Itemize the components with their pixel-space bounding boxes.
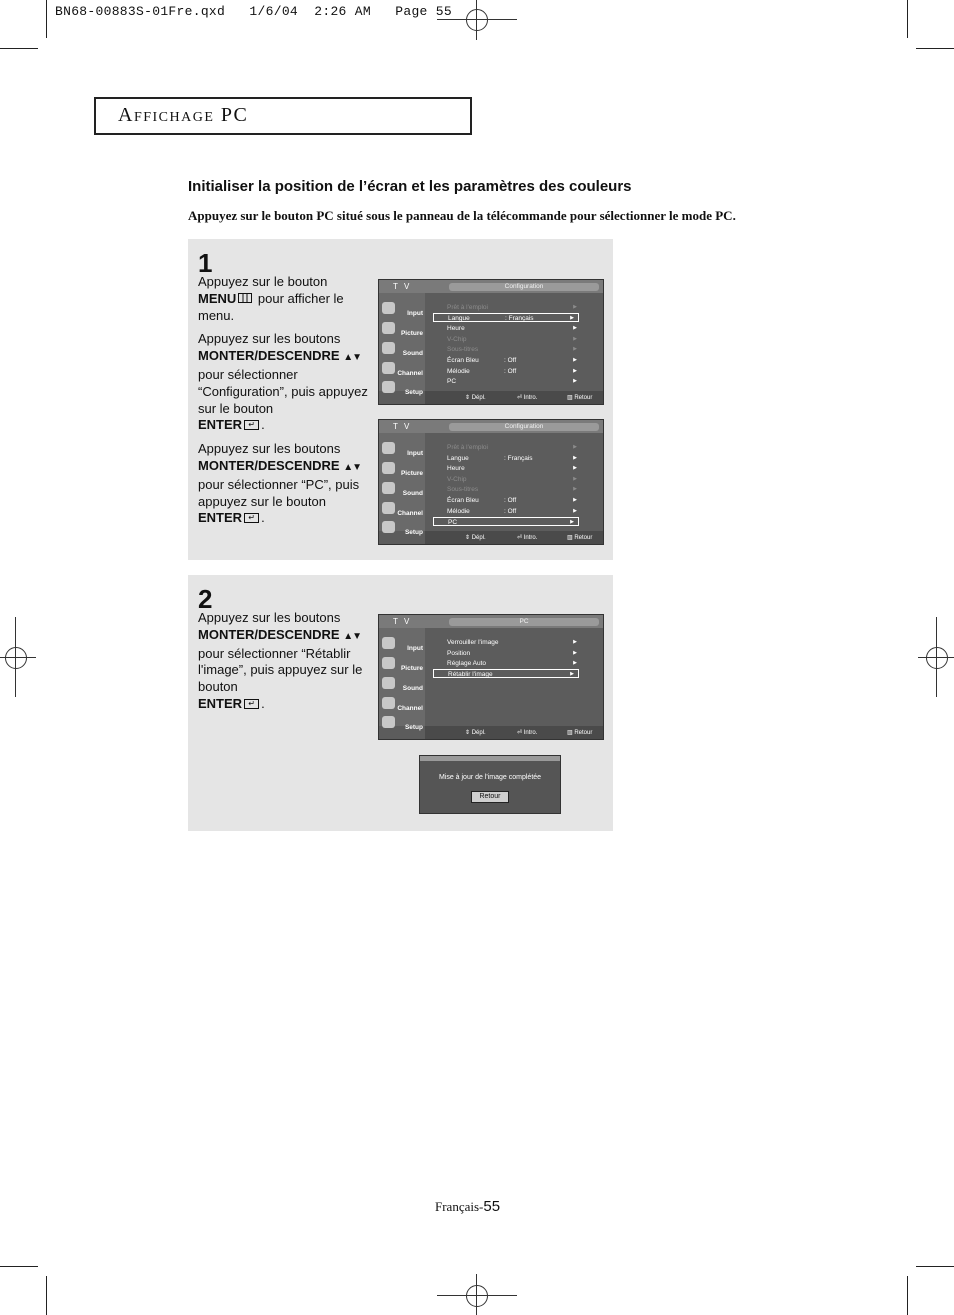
channel-icon [382,362,395,374]
step-text: Appuyez sur le bouton [198,274,328,289]
page-footer [435,1198,500,1215]
osd-sidebar-sound: Sound [381,340,425,358]
setup-icon [382,521,395,533]
move-hint: ⇕ Dépl. [465,730,486,736]
sound-icon [382,482,395,494]
osd-menu-row: Heure ▶ [447,465,577,472]
setup-icon [382,716,395,728]
osd-tv-label: T V [393,422,412,431]
menu-icon [238,293,252,303]
osd-menu-row: Mélodie : Off ▶ [447,368,577,375]
input-icon [382,302,395,314]
osd-sidebar-setup: Setup [381,519,425,537]
osd-menu-row: V-Chip ▶ [447,476,577,483]
osd-sidebar-input: Input [381,440,425,458]
osd-tv-label: T V [393,282,412,291]
confirmation-dialog [419,755,561,814]
enter-key-label: ENTER [198,695,243,711]
step-text: pour afficher le menu. [198,290,344,323]
step-text: Appuyez sur les boutons [198,610,341,625]
osd-sidebar-setup: Setup [381,379,425,397]
osd-sidebar-picture: Picture [381,655,425,673]
enter-icon: ↵ [244,420,259,430]
osd-menu-row: V-Chip ▶ [447,336,577,343]
osd-sidebar-sound: Sound [381,675,425,693]
step-1-instructions: Appuyez sur le bouton MENU pour afficher le menu. Appuyez sur les boutons MONTER/DESCENDRE ▲▼ pour sélectionner “Configuration”, puis appuyez sur le bouton ENTER ↵ . Appuyez sur les boutons MONTER/DESCENDRE ▲▼ pour sélectionner “PC”, puis appuyez sur le bouton ENTER ↵ . [198,274,368,526]
osd-screen-pc [378,614,604,740]
osd-menu-row: Prêt à l'emploi ▶ [447,304,577,311]
osd-title: Configuration [504,423,544,430]
step-text: Appuyez sur les boutons [198,331,341,347]
intro-text: Appuyez sur le bouton PC situé sous le panneau de la télécommande pour sélectionner le mode PC. [188,208,736,223]
enter-icon: ↵ [244,699,259,709]
osd-menu-row: Sous-titres ▶ [447,346,577,353]
osd-menu-row: Écran Bleu : Off ▶ [447,497,577,504]
osd-menu-row: Langue : Français ▶ [447,455,577,462]
osd-title: Configuration [504,283,544,290]
osd-sidebar-input: Input [381,635,425,653]
osd-hint-bar [425,391,604,404]
osd-sidebar-setup: Setup [381,714,425,732]
osd-menu-row: Position ▶ [447,650,577,657]
osd-screen-configuration-1 [378,279,604,405]
up-down-key-label: MONTER/DESCENDRE [198,348,340,364]
osd-menu-row: PC ▶ [447,378,577,385]
osd-screen-configuration-2 [378,419,604,545]
menu-key-label: MENU [198,290,237,306]
step-number: 2 [198,584,213,614]
return-hint: ▥ Retour [567,395,593,401]
osd-menu-row: Écran Bleu : Off ▶ [447,357,577,364]
sound-icon [382,677,395,689]
osd-sidebar-input: Input [381,300,425,318]
step-text: pour sélectionner “PC”, puis appuyez sur le bouton [198,476,360,509]
osd-sidebar-picture: Picture [381,320,425,338]
enter-hint: ⏎ Intro. [517,535,538,541]
setup-icon [382,381,395,393]
osd-menu-row: Réglage Auto ▶ [447,660,577,667]
return-button[interactable]: Retour [471,791,509,803]
osd-sidebar-channel: Channel [381,500,425,518]
channel-icon [382,502,395,514]
page-heading: Initialiser la position de l’écran et les paramètres des couleurs [188,178,632,195]
enter-key-label: ENTER [198,510,243,526]
page-number: 55 [483,1198,501,1215]
enter-hint: ⏎ Intro. [517,395,538,401]
dialog-message: Mise à jour de l'image complétée [438,774,542,781]
osd-menu-row: Mélodie : Off ▶ [447,508,577,515]
up-down-key-label: MONTER/DESCENDRE [198,626,340,642]
osd-sidebar [379,628,425,731]
osd-sidebar-channel: Channel [381,695,425,713]
step-text: pour sélectionner “Rétablir l'image”, puis appuyez sur le bouton [198,645,363,695]
osd-menu-row-selected: PC ▶ [433,517,579,526]
input-icon [382,442,395,454]
osd-title: PC [519,618,529,625]
up-down-key-label: MONTER/DESCENDRE [198,457,340,473]
return-hint: ▥ Retour [567,535,593,541]
print-slug: BN68-00883S-01Fre.qxd 1/6/04 2:26 AM Page 55 [55,4,452,19]
picture-icon [382,657,395,669]
osd-sidebar-picture: Picture [381,460,425,478]
enter-icon: ↵ [244,513,259,523]
input-icon [382,637,395,649]
osd-tv-label: T V [393,617,412,626]
return-hint: ▥ Retour [567,730,593,736]
move-hint: ⇕ Dépl. [465,535,486,541]
osd-sidebar [379,433,425,536]
step-text: Appuyez sur les boutons [198,441,341,457]
step-number: 1 [198,248,213,278]
osd-menu-row: Sous-titres ▶ [447,486,577,493]
osd-menu-row: Heure ▶ [447,325,577,332]
osd-sidebar-sound: Sound [381,480,425,498]
osd-menu-row: Verrouiller l'image ▶ [447,639,577,646]
sound-icon [382,342,395,354]
osd-hint-bar [425,726,604,739]
osd-sidebar [379,293,425,396]
enter-hint: ⏎ Intro. [517,730,538,736]
osd-menu-row-selected: Rétablir l'image ▶ [433,669,579,678]
picture-icon [382,462,395,474]
footer-language: Français- [435,1199,484,1214]
step-text: pour sélectionner “Configuration”, puis appuyez sur le bouton [198,366,368,416]
step-2-instructions: Appuyez sur les boutons MONTER/DESCENDRE ▲▼ pour sélectionner “Rétablir l'image”, puis appuyez sur le bouton ENTER ↵ . [198,610,363,711]
move-hint: ⇕ Dépl. [465,395,486,401]
osd-hint-bar [425,531,604,544]
osd-menu-row-selected: Langue : Français ▶ [433,313,579,322]
enter-key-label: ENTER [198,417,243,433]
section-title: Affichage PC [118,104,249,126]
osd-sidebar-channel: Channel [381,360,425,378]
up-down-arrows-icon: ▲▼ [343,630,361,642]
up-down-arrows-icon: ▲▼ [343,352,361,364]
up-down-arrows-icon: ▲▼ [343,461,361,473]
channel-icon [382,697,395,709]
osd-menu-row: Prêt à l'emploi ▶ [447,444,577,451]
picture-icon [382,322,395,334]
